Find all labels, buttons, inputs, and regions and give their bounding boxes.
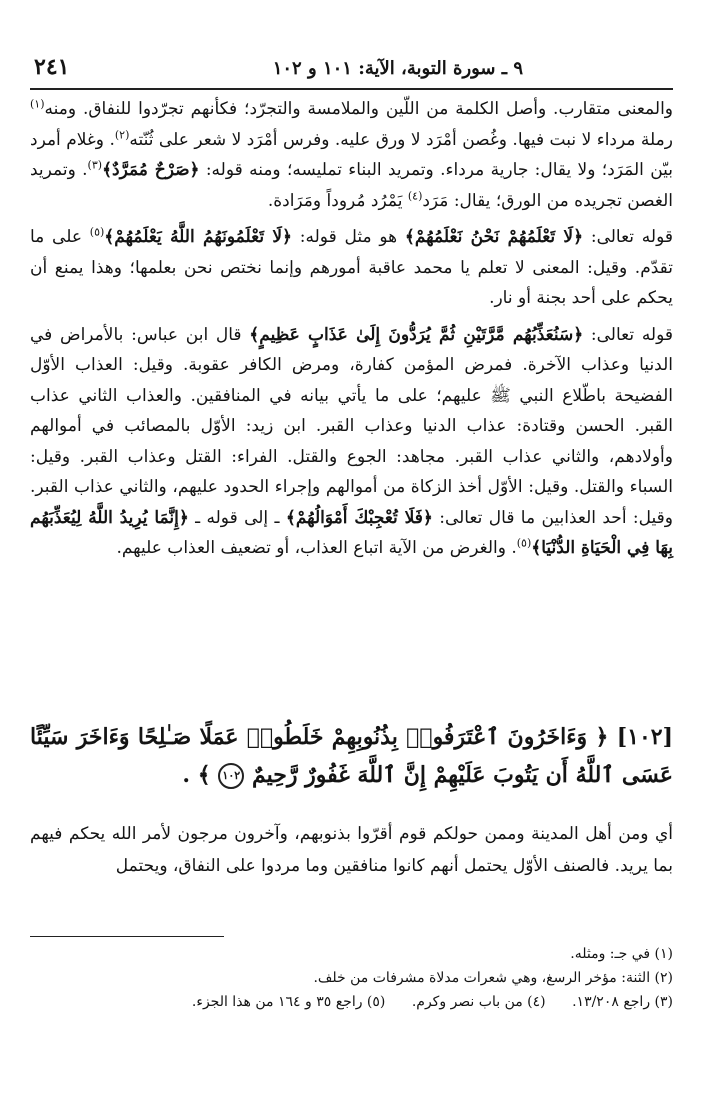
footnote-ref[interactable]: (٥) xyxy=(516,536,532,550)
footnote-ref[interactable]: (٤) xyxy=(407,188,423,202)
verse-text: ﴿ وَءَاخَرُونَ ٱعْتَرَفُوا۟ بِذُنُوبِهِمْ خَلَطُوا۟ عَمَلًا صَـٰلِحًا وَءَاخَرَ سَيِّئًا عَسَى ٱللَّهُ أَن يَتُوبَ عَلَيْهِمْ إِنَّ ٱللَّهَ غَفُورٌ رَّحِيمٌ xyxy=(30,724,673,788)
footnote-4: (٤) من باب نصر وكرم. xyxy=(411,994,546,1010)
text-run: . والغرض من الآية اتباع العذاب، أو تضعيف العذاب عليهم. xyxy=(116,538,517,558)
quran-quote: ﴿إِنَّمَا يُرِيدُ اللَّهُ لِيُعَذِّبَهُم بِهَا فِي الْحَيَاةِ الدُّنْيَا﴾ xyxy=(30,507,673,558)
footnote-ref[interactable]: (١) xyxy=(30,97,45,111)
quran-quote: ﴿صَرْحٌ مُمَرَّدٌ﴾ xyxy=(102,160,200,180)
footnote-ref[interactable]: (٣) xyxy=(87,158,103,172)
text-run: . وتمريد الغصن تجريده من الورق؛ يقال: مَرَد xyxy=(30,160,673,211)
paragraph-3 xyxy=(30,320,673,564)
footnote-ref[interactable]: (٢) xyxy=(114,127,130,141)
verse-block xyxy=(30,718,673,794)
text-run: والمعنى متقارب. وأصل الكلمة من اللّين والملامسة والتجرّد؛ فكأنهم تجرّدوا للنفاق. ومنه xyxy=(44,99,673,119)
text-run: هو مثل قوله: xyxy=(292,227,405,247)
footnotes xyxy=(30,942,673,1014)
quran-quote: ﴿سَنُعَذِّبُهُم مَّرَّتَيْنِ ثُمَّ يُرَدُّونَ إِلَىٰ عَذَابٍ عَظِيمٍ﴾ xyxy=(249,324,584,345)
page-header xyxy=(30,54,673,88)
quran-quote: ﴿لَا تَعْلَمُهُمْ نَحْنُ نَعْلَمُهُمْ﴾ xyxy=(404,227,584,247)
text-run: رملة مرداء لا نبت فيها. وغُصن أمْرَد لا ورق عليه. وفرس أمْرَد لا شعر على ثُنّته xyxy=(129,129,673,150)
text-run: قوله تعالى: xyxy=(583,324,674,345)
text-run: يَمْرُد مُروداً ومَرَادة. xyxy=(267,190,408,211)
text-run: قال ابن عباس: بالأمراض في الدنيا وعذاب الآخرة. فمرض المؤمن كفارة، ومرض الكافر عقوبة. وقيل: العذاب الأوّل الفضيحة باطّلاع النبي ﷺ عليهم؛ على ما يأتي بيانه في المنافقين. والعذاب الثاني عذاب القبر. الحسن وقتادة: عذاب الدنيا وعذاب القبر. ابن زيد: الأوّل بالمصائب في أموالهم وأولادهم، والثاني عذاب القبر. مجاهد: الجوع والقتل. الفراء: القتل وعذاب القبر. وقيل: السباء والقتل. وقيل: الأوّل أخذ الزكاة من أموالهم وإجراء الحدود عليهم، والثاني عذاب القبر. وقيل: أحد العذابين ما قال تعالى: xyxy=(30,324,673,528)
verse-close: ﴾ . xyxy=(182,762,211,788)
footnote-5: (٥) راجع ٣٥ و ١٦٤ من هذا الجزء. xyxy=(191,994,386,1010)
paragraph-1 xyxy=(30,94,673,216)
footnote-3: (٣) راجع ١٣/٢٠٨. xyxy=(572,994,673,1010)
quran-quote: ﴿لَا تَعْلَمُونَهُمُ اللَّهُ يَعْلَمُهُمْ﴾ xyxy=(104,227,292,247)
footnote-rule xyxy=(30,936,224,937)
page-number: ٢٤١ xyxy=(34,54,70,80)
text-run: . وغلام أمرد بيّن المَرَد؛ ولا يقال: جارية مرداء. وتمريد البناء تمليسه؛ ومنه قوله: xyxy=(30,129,674,180)
ayah-end-marker-icon: ١٠٢ xyxy=(218,763,244,789)
main-text xyxy=(30,94,673,564)
footnote-1: (١) في جـ: ومثله. xyxy=(570,946,673,962)
verse-number: [١٠٢] xyxy=(616,724,673,750)
text-run: ـ إلى قوله ـ xyxy=(188,507,286,528)
footnote-2: (٢) الثنة: مؤخر الرسغ، وهي شعرات مدلاة مشرفات من خلف. xyxy=(313,970,673,986)
footnote-ref[interactable]: (٥) xyxy=(89,225,105,239)
commentary-paragraph: أي ومن أهل المدينة وممن حولكم قوم أقرّوا بذنوبهم، وآخرون مرجون لأمر الله يحكم فيهم بما يريد. فالصنف الأوّل يحتمل أنهم كانوا منافقين وما مردوا على النفاق، ويحتمل xyxy=(30,824,673,876)
paragraph-2 xyxy=(30,222,673,314)
header-rule xyxy=(30,88,673,90)
text-run: قوله تعالى: xyxy=(583,227,674,247)
text-run: على ما تقدّم. وقيل: المعنى لا تعلم يا محمد عاقبة أمورهم وإنما نختص نحن بعلمها؛ وهذا يمنع أن يحكم على أحد بجنة أو نار. xyxy=(30,227,673,308)
quran-quote: ﴿فَلَا تُعْجِبْكَ أَمْوَالُهُمْ﴾ xyxy=(285,507,433,528)
running-title: ٩ ـ سورة التوبة، الآية: ١٠١ و ١٠٢ xyxy=(272,58,523,79)
footnote-3-5 xyxy=(30,990,673,1014)
